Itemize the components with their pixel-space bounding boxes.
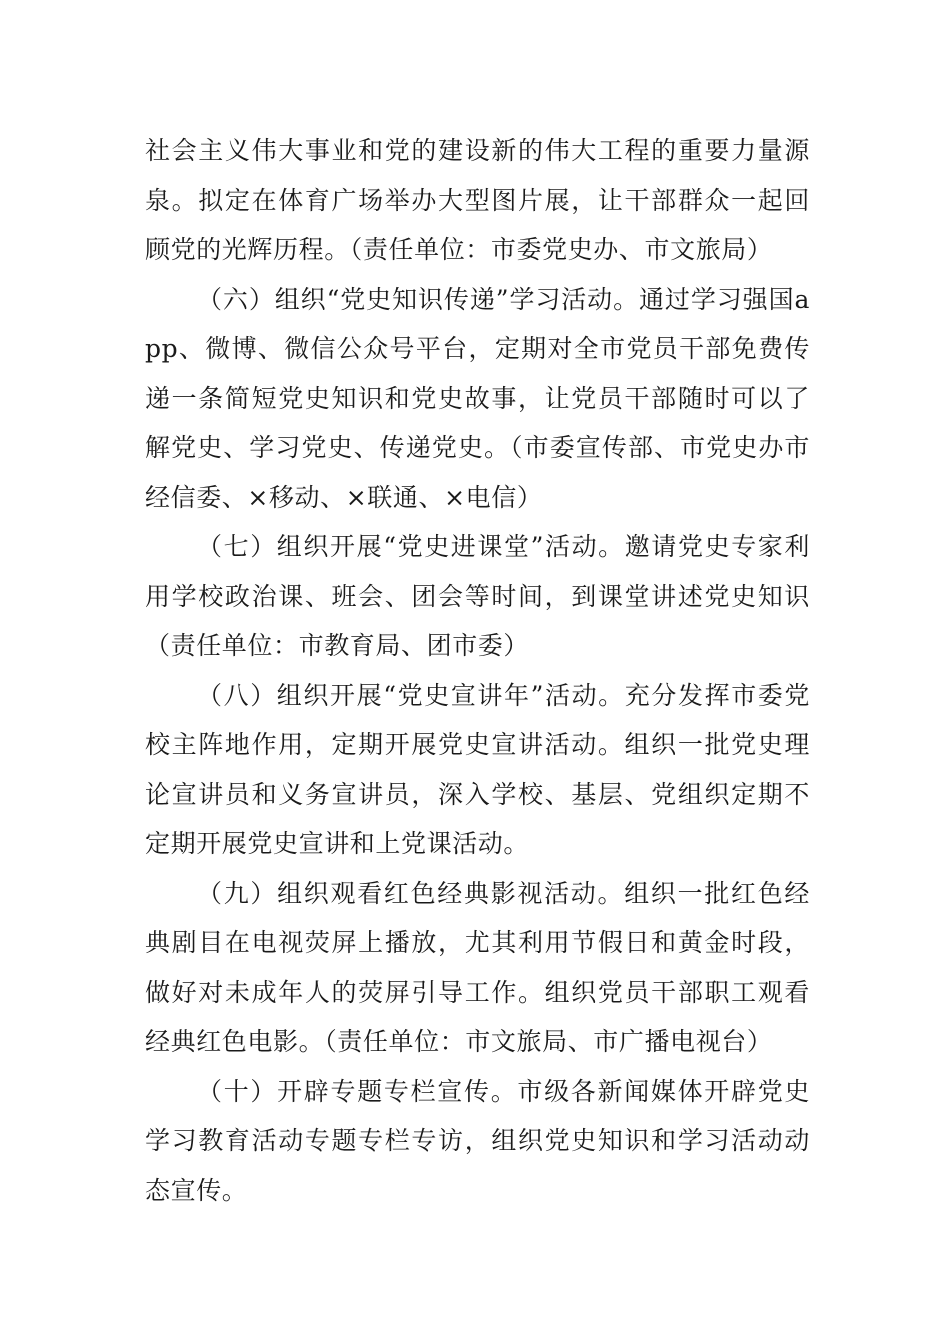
- document-body: [145, 126, 810, 1215]
- paragraph-item-7: （七）组织开展“党史进课堂”活动。邀请党史专家利用学校政治课、班会、团会等时间，到课堂讲述党史知识（责任单位：市教育局、团市委）: [145, 532, 810, 660]
- paragraph-item-8: （八）组织开展“党史宣讲年”活动。充分发挥市委党校主阵地作用，定期开展党史宣讲活动。组织一批党史理论宣讲员和义务宣讲员，深入学校、基层、党组织定期不定期开展党史宣讲和上党课活动。: [145, 680, 810, 858]
- paragraph-continuation: 社会主义伟大事业和党的建设新的伟大工程的重要力量源泉。拟定在体育广场举办大型图片展，让干部群众一起回顾党的光辉历程。（责任单位：市委党史办、市文旅局）: [145, 136, 810, 264]
- paragraph-item-9: （九）组织观看红色经典影视活动。组织一批红色经典剧目在电视荧屏上播放，尤其利用节假日和黄金时段，做好对未成年人的荧屏引导工作。组织党员干部职工观看经典红色电影。（责任单位：市文旅局、市广播电视台）: [145, 878, 810, 1056]
- paragraph-item-6: （六）组织“党史知识传递”学习活动。通过学习强国app、微博、微信公众号平台，定期对全市党员干部免费传递一条简短党史知识和党史故事，让党员干部随时可以了解党史、学习党史、传递党史。（市委宣传部、市党史办市经信委、×移动、×联通、×电信）: [145, 284, 810, 512]
- paragraph-item-10: （十）开辟专题专栏宣传。市级各新闻媒体开辟党史学习教育活动专题专栏专访，组织党史知识和学习活动动态宣传。: [145, 1076, 810, 1205]
